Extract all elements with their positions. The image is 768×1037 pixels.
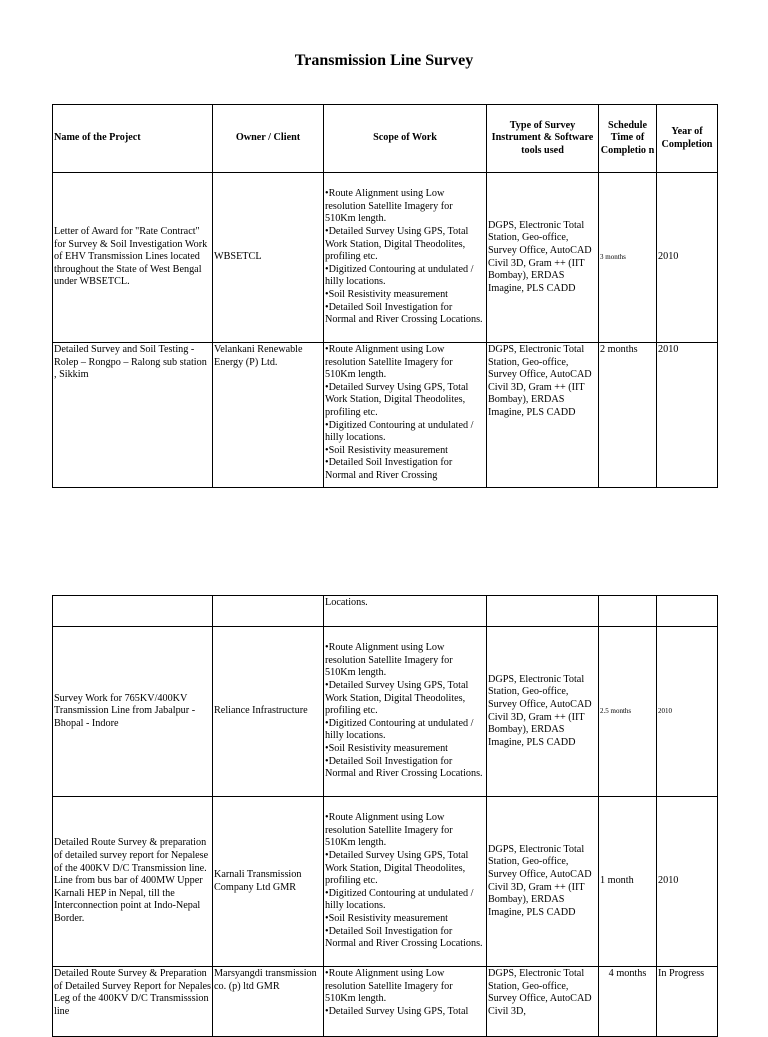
project-year: 2010 xyxy=(657,343,718,488)
project-year: 2010 xyxy=(657,173,718,343)
project-schedule: 2 months xyxy=(599,343,657,488)
project-instrument: DGPS, Electronic Total Station, Geo-office, Survey Office, AutoCAD Civil 3D, Gram ++ (IIT Bombay), ERDAS Imagine, PLS CADD xyxy=(487,173,599,343)
scope-item: • Soil Resistivity measurement xyxy=(325,445,485,458)
scope-item: • Detailed Soil Investigation for Normal and River Crossing Locations. xyxy=(325,302,485,327)
project-instrument: DGPS, Electronic Total Station, Geo-office, Survey Office, AutoCAD Civil 3D, Gram ++ (IIT Bombay), ERDAS Imagine, PLS CADD xyxy=(487,343,599,488)
project-scope-continuation: Locations. xyxy=(324,596,487,627)
scope-item: • Route Alignment using Low resolution Satellite Imagery for 510Km length. xyxy=(325,642,485,680)
empty-cell xyxy=(599,596,657,627)
project-name: Letter of Award for "Rate Contract" for Survey & Soil Investigation Work of EHV Transmission Lines located throughout the State of West Bengal under WBSETCL. xyxy=(53,173,213,343)
project-owner: Reliance Infrastructure xyxy=(213,627,324,797)
project-owner: Marsyangdi transmission co. (p) ltd GMR xyxy=(213,967,324,1037)
table-row xyxy=(53,343,718,488)
project-scope xyxy=(324,967,487,1037)
table-row xyxy=(53,797,718,967)
empty-cell xyxy=(487,596,599,627)
scope-item: • Detailed Survey Using GPS, Total Work Station, Digital Theodolites, profiling etc. xyxy=(325,680,485,718)
header-year: Year of Completion xyxy=(657,105,718,173)
scope-item: • Detailed Survey Using GPS, Total Work Station, Digital Theodolites, profiling etc. xyxy=(325,226,485,264)
scope-item: • Detailed Soil Investigation for Normal and River Crossing xyxy=(325,457,485,482)
table-header-row xyxy=(53,105,718,173)
empty-cell xyxy=(657,596,718,627)
header-schedule: Schedule Time of Completio n xyxy=(599,105,657,173)
scope-item: • Digitized Contouring at undulated / hilly locations. xyxy=(325,718,485,743)
project-scope xyxy=(324,627,487,797)
project-table-page-2 xyxy=(52,595,718,1037)
empty-cell xyxy=(53,596,213,627)
project-scope xyxy=(324,343,487,488)
scope-item: • Digitized Contouring at undulated / hilly locations. xyxy=(325,264,485,289)
scope-item: • Detailed Soil Investigation for Normal and River Crossing Locations. xyxy=(325,756,485,781)
scope-item: • Route Alignment using Low resolution Satellite Imagery for 510Km length. xyxy=(325,344,485,382)
page-title: Transmission Line Survey xyxy=(294,52,474,69)
table-row-continuation xyxy=(53,596,718,627)
project-instrument: DGPS, Electronic Total Station, Geo-office, Survey Office, AutoCAD Civil 3D, Gram ++ (IIT Bombay), ERDAS Imagine, PLS CADD xyxy=(487,797,599,967)
scope-item: • Soil Resistivity measurement xyxy=(325,913,485,926)
header-owner: Owner / Client xyxy=(213,105,324,173)
project-name: Detailed Survey and Soil Testing - Rolep – Rongpo – Ralong sub station , Sikkim xyxy=(53,343,213,488)
project-schedule: 1 month xyxy=(599,797,657,967)
scope-item: • Digitized Contouring at undulated / hilly locations. xyxy=(325,420,485,445)
project-instrument: DGPS, Electronic Total Station, Geo-office, Survey Office, AutoCAD Civil 3D, xyxy=(487,967,599,1037)
scope-item: • Digitized Contouring at undulated / hilly locations. xyxy=(325,888,485,913)
project-owner: WBSETCL xyxy=(213,173,324,343)
header-scope: Scope of Work xyxy=(324,105,487,173)
table-row xyxy=(53,967,718,1037)
project-owner: Karnali Transmission Company Ltd GMR xyxy=(213,797,324,967)
project-year: 2010 xyxy=(657,627,718,797)
header-instrument: Type of Survey Instrument & Software tools used xyxy=(487,105,599,173)
scope-item: • Route Alignment using Low resolution Satellite Imagery for 510Km length. xyxy=(325,812,485,850)
scope-item: • Soil Resistivity measurement xyxy=(325,289,485,302)
scope-item: • Detailed Survey Using GPS, Total Work Station, Digital Theodolites, profiling etc. xyxy=(325,382,485,420)
project-instrument: DGPS, Electronic Total Station, Geo-office, Survey Office, AutoCAD Civil 3D, Gram ++ (IIT Bombay), ERDAS Imagine, PLS CADD xyxy=(487,627,599,797)
scope-item: • Detailed Survey Using GPS, Total xyxy=(325,1006,485,1019)
scope-item: • Detailed Survey Using GPS, Total Work Station, Digital Theodolites, profiling etc. xyxy=(325,850,485,888)
project-scope xyxy=(324,173,487,343)
project-schedule: 4 months xyxy=(599,967,657,1037)
scope-item: • Soil Resistivity measurement xyxy=(325,743,485,756)
table-row xyxy=(53,173,718,343)
scope-item: • Route Alignment using Low resolution Satellite Imagery for 510Km length. xyxy=(325,188,485,226)
header-name: Name of the Project xyxy=(53,105,213,173)
project-table-page-1 xyxy=(52,104,718,488)
scope-item: • Detailed Soil Investigation for Normal and River Crossing Locations. xyxy=(325,926,485,951)
scope-item: • Route Alignment using Low resolution Satellite Imagery for 510Km length. xyxy=(325,968,485,1006)
project-schedule: 2.5 months xyxy=(599,627,657,797)
project-name: Survey Work for 765KV/400KV Transmission Line from Jabalpur - Bhopal - Indore xyxy=(53,627,213,797)
project-scope xyxy=(324,797,487,967)
project-year: 2010 xyxy=(657,797,718,967)
empty-cell xyxy=(213,596,324,627)
table-row xyxy=(53,627,718,797)
project-name: Detailed Route Survey & Preparation of Detailed Survey Report for Nepales Leg of the 400KV D/C Transmisssion line xyxy=(53,967,213,1037)
project-owner: Velankani Renewable Energy (P) Ltd. xyxy=(213,343,324,488)
project-name: Detailed Route Survey & preparation of detailed survey report for Nepalese of the 400KV D/C Transmission line. Line from bus bar of 400MW Upper Karnali HEP in Nepal, till the Interconnection point at Indo-Nepal Border. xyxy=(53,797,213,967)
project-year: In Progress xyxy=(657,967,718,1037)
project-schedule: 3 months xyxy=(599,173,657,343)
